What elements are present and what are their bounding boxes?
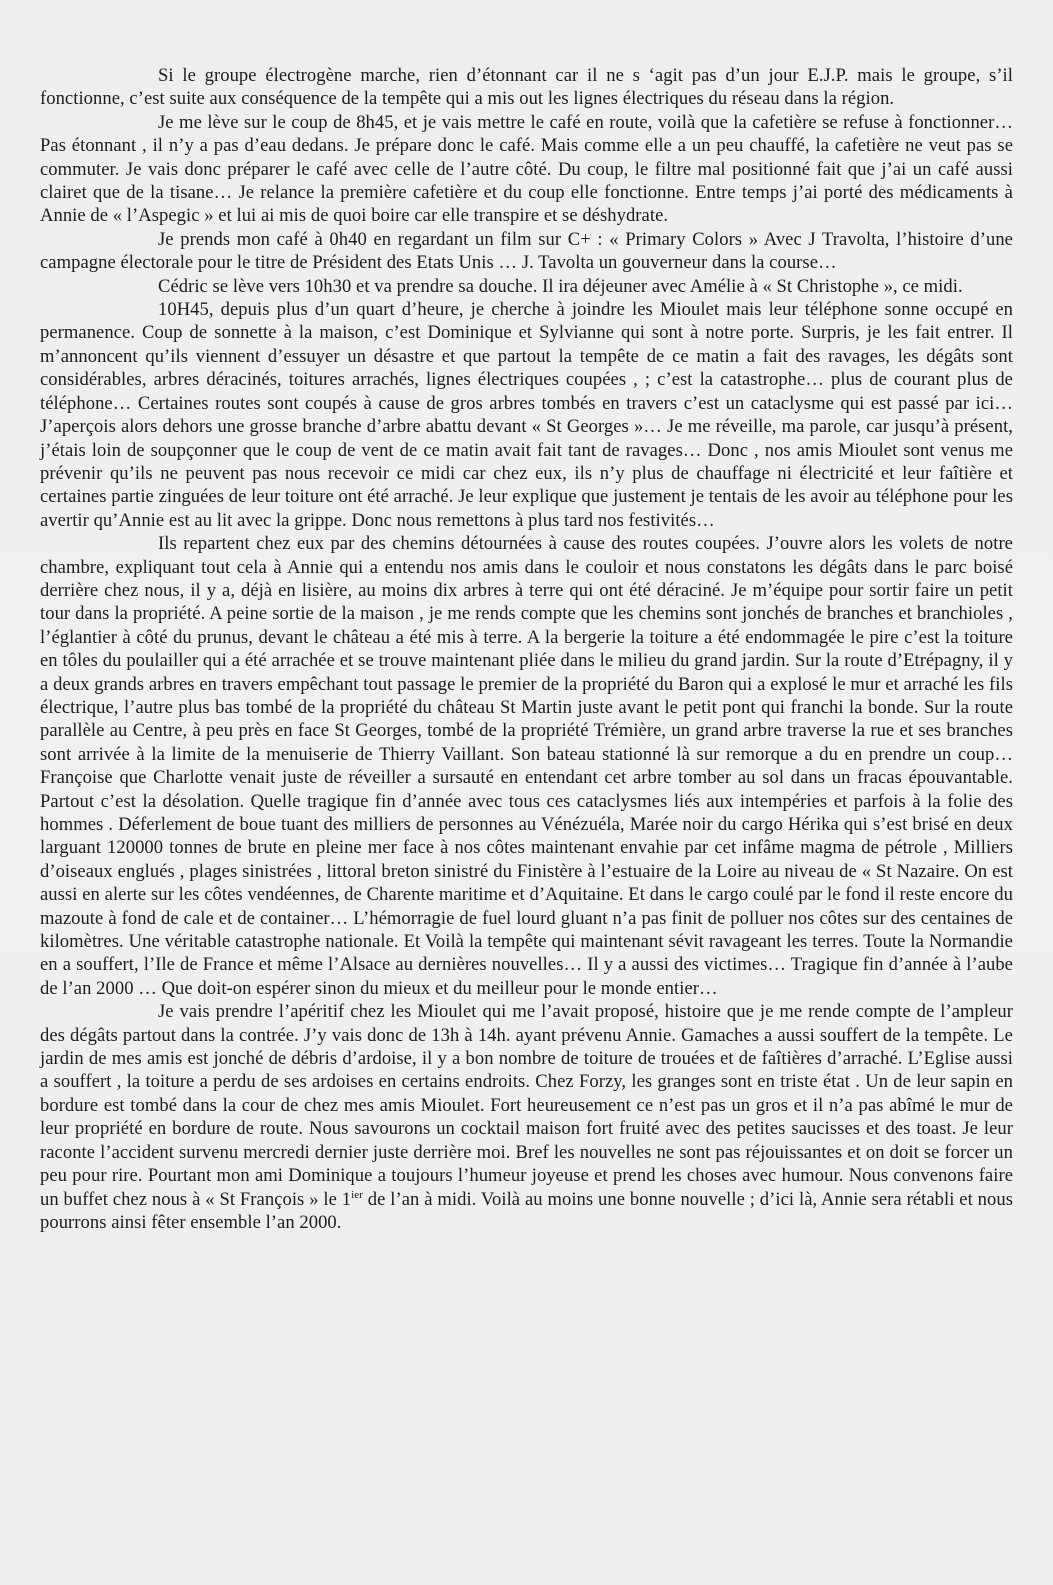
paragraph-3: Je prends mon café à 0h40 en regardant un film sur C+ : « Primary Colors » Avec J Travolta, l’histoire d’une campagne électorale pour le titre de Président des Etats Unis … J. Tavolta un gouverneur dans la course…	[40, 228, 1013, 274]
paragraph-7	[40, 1000, 1013, 1234]
paragraph-7-tail: de l’an à midi. Voilà au moins une bonne nouvelle ; d’ici là, Annie sera rétabli et nous pourrons ainsi fêter ensemble l’an 2000.	[40, 1188, 1013, 1233]
paragraph-1: Si le groupe électrogène marche, rien d’étonnant car il ne s ‘agit pas d’un jour E.J.P. mais le groupe, s’il fonctionne, c’est suite aux conséquence de la tempête qui a mis out les lignes électriques du réseau dans la région.	[40, 65, 1013, 110]
ordinal-superscript: ier	[351, 1188, 363, 1201]
paragraph-6: Ils repartent chez eux par des chemins détournées à cause des routes coupées. J’ouvre alors les volets de notre chambre, expliquant tout cela à Annie qui a entendu nos amis dans le couloir et nous constatons les dégâts dans le parc boisé derrière chez nous, il y a, déjà en lisière, au moins dix arbres à terre qui ont été déraciné. Je m’équipe pour sortir faire un petit tour dans la propriété. A peine sortie de la maison , je me rends compte que les chemins sont jonchés de branches et branchioles , l’églantier à côté du prunus, devant le château a été mis à terre. A la bergerie la toiture a été endommagée le pire c’est la toiture en tôles du poulailler qui a été arrachée et se trouve maintenant pliée dans le milieu du grand jardin. Sur la route d’Etrépagny, il y a deux grands arbres en travers empêchant tout passage le premier de la propriété du Baron qui a explosé le mur et arraché les fils électrique, l’autre plus bas tombé de la propriété du château St Martin juste avant le petit pont qui franchi la bonde. Sur la route parallèle au Centre, à peu près en face St Georges, tombé de la propriété Trémière, un grand arbre traverse la rue et ses branches sont arrivée à la limite de la menuiserie de Thierry Vaillant. Son bateau stationné là sur remorque a du en prendre un coup… Françoise que Charlotte venait juste de réveiller a sursauté en entendant cet arbre tomber au sol dans un fracas épouvantable. Partout c’est la désolation. Quelle tragique fin d’année avec tous ces cataclysmes liés aux intempéries et parfois à la folie des hommes . Déferlement de boue tuant des milliers de personnes au Vénézuéla, Marée noir du cargo Hérika qui s’est brisé en deux larguant 120000 tonnes de brute en pleine mer face à nos côtes maintenant envahie par cet infâme magma de pétrole , Milliers d’oiseaux englués , plages sinistrées , littoral breton sinistré du Finistère à l’estuaire de la Loire au niveau de « St Nazaire. On est aussi en alerte sur les côtes vendéennes, de Charente maritime et d’Aquitaine. Et dans le cargo coulé par le fond il reste encore du mazoute à fond de cale et de container… L’hémorragie de fuel lourd gluant n’a pas finit de polluer nos côtes sur des centaines de kilomètres. Une véritable catastrophe nationale. Et Voilà la tempête qui maintenant sévit ravageant les terres. Toute la Normandie en a souffert, l’Ile de France et même l’Alsace au dernières nouvelles… Il y a aussi des victimes… Tragique fin d’année à l’aube de l’an 2000 … Que doit-on espérer sinon du mieux et du meilleur pour le monde entier…	[40, 533, 1013, 999]
paragraph-5: 10H45, depuis plus d’un quart d’heure, je cherche à joindre les Mioulet mais leur téléphone sonne occupé en permanence. Coup de sonnette à la maison, c’est Dominique et Sylvianne qui sont à notre porte. Surpris, je les fait entrer. Il m’annoncent qu’ils viennent d’essuyer un désastre et que partout la tempête de ce matin a fait des ravages, les dégâts sont considérables, arbres déracinés, toitures arrachés, lignes électriques coupées , ; c’est la catastrophe… plus de courant plus de téléphone… Certaines routes sont coupés à cause de gros arbres tombés en travers c’est un cataclysme qui est passé par ici… J’aperçois alors dehors une grosse branche d’arbre abattu devant « St Georges »… Je me réveille, ma parole, car jusqu’à présent, j’étais loin de soupçonner que le coup de vent de ce matin avait fait tant de ravages… Donc , nos amis Mioulet sont venus me prévenir qu’ils ne peuvent pas nous recevoir ce midi car chez eux, ils n’y plus de chauffage ni électricité et leur faîtière et certaines partie zinguées de leur toiture ont été arraché. Je leur explique que justement je tentais de les avoir au téléphone pour les avertir qu’Annie est au lit avec la grippe. Donc nous remettons à plus tard nos festivités…	[40, 299, 1013, 531]
document-body	[40, 64, 1013, 1234]
paragraph-7-text: Je vais prendre l’apéritif chez les Mioulet qui me l’avait proposé, histoire que je me rende compte de l’ampleur des dégâts partout dans la contrée. J’y vais donc de 13h à 14h. ayant prévenu Annie. Gamaches a aussi souffert de la tempête. Le jardin de mes amis est jonché de débris d’ardoise, il y a bon nombre de toiture de trouées et de faîtières d’arraché. L’Eglise aussi a souffert , la toiture a perdu de ses ardoises en certains endroits. Chez Forzy, les granges sont en triste état . Un de leur sapin en bordure est tombé dans la cour de chez mes amis Mioulet. Fort heureusement ce n’est pas un gros et il n’a pas abîmé le mur de leur propriété en bordure de route. Nous savourons un cocktail maison fort fruité avec des petites saucisses et des toast. Je leur raconte l’accident survenu mercredi dernier juste derrière moi. Bref les nouvelles ne sont pas réjouissantes et on doit se forcer un peu pour rire. Pourtant mon ami Dominique a toujours l’humeur joyeuse et prend les choses avec humour. Nous convenons faire un buffet chez nous à « St François » le 1	[40, 1001, 1013, 1210]
paragraph-2: Je me lève sur le coup de 8h45, et je vais mettre le café en route, voilà que la cafetière se refuse à fonctionner… Pas étonnant , il n’y a pas d’eau dedans. Je prépare donc le café. Mais comme elle a un peu chauffé, la cafetière ne veut pas se commuter. Je vais donc préparer le café avec celle de l’autre côté. Du coup, le filtre mal positionné fait que j’ai un café aussi clairet que de la tisane… Je relance la première cafetière et du coup elle fonctionne. Entre temps j’ai porté des médicaments à Annie de « l’Aspegic » et lui ai mis de quoi boire car elle transpire et se déshydrate.	[40, 111, 1013, 227]
paragraph-4: Cédric se lève vers 10h30 et va prendre sa douche. Il ira déjeuner avec Amélie à « St Christophe », ce midi.	[158, 275, 963, 297]
